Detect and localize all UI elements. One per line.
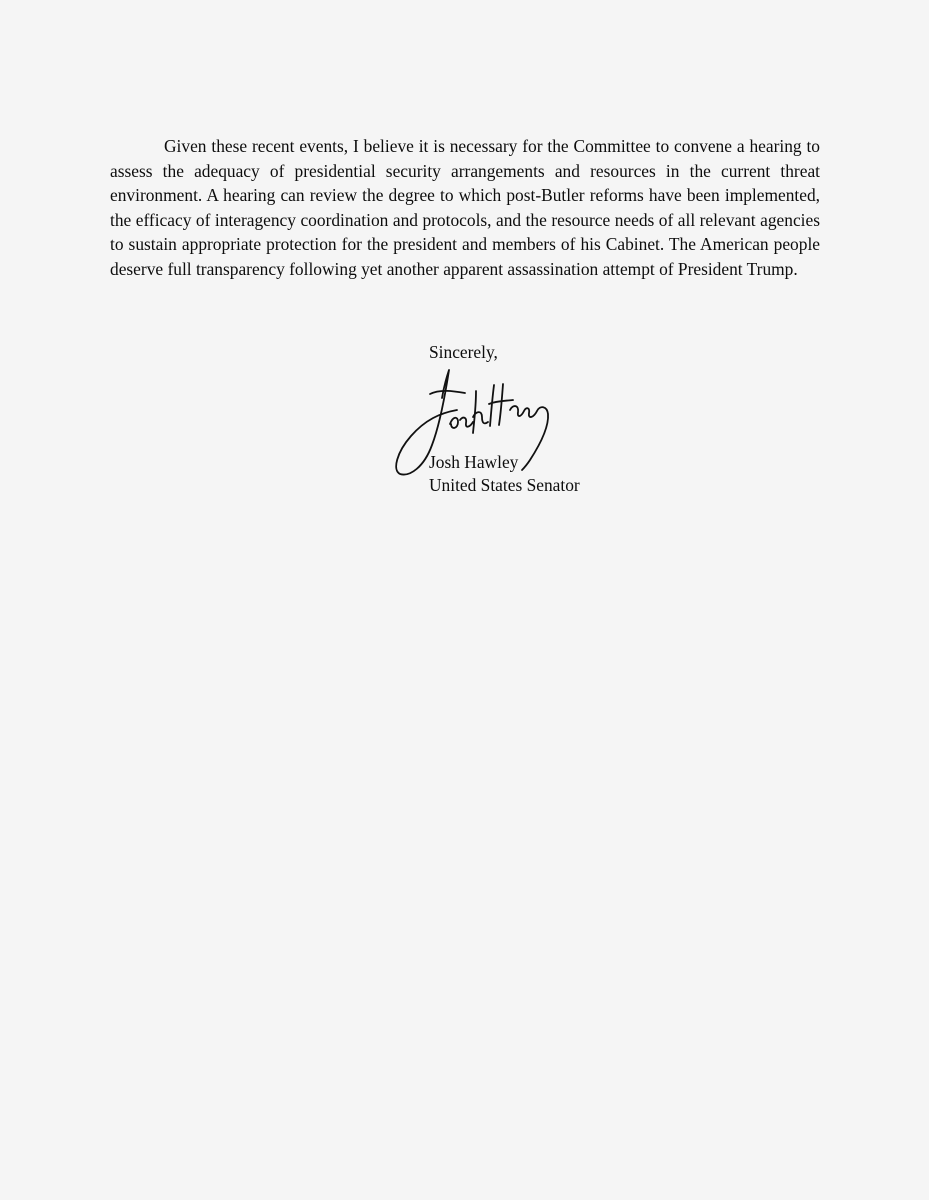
letter-closing: Sincerely, — [429, 342, 498, 362]
signature-top-swash — [430, 391, 465, 394]
letter-body-paragraph: Given these recent events, I believe it is necessary for the Committee to convene a hearing to assess the adequacy of presidential security arrangements and resources in the current threat environment. A hearing can review the degree to which post-Butler reforms have been implemented, the efficacy of interagency coordination and protocols, and the resource needs of all relevant agencies to sustain appropriate protection for the president and members of his Cabinet. The American people deserve full transparency following yet another apparent assassination attempt of President Trump. — [110, 136, 820, 279]
signature-osh-stroke — [450, 391, 488, 433]
signer-name: Josh Hawley — [429, 452, 519, 472]
signer-title: United States Senator — [429, 475, 580, 495]
signature-h-stroke — [489, 384, 513, 426]
